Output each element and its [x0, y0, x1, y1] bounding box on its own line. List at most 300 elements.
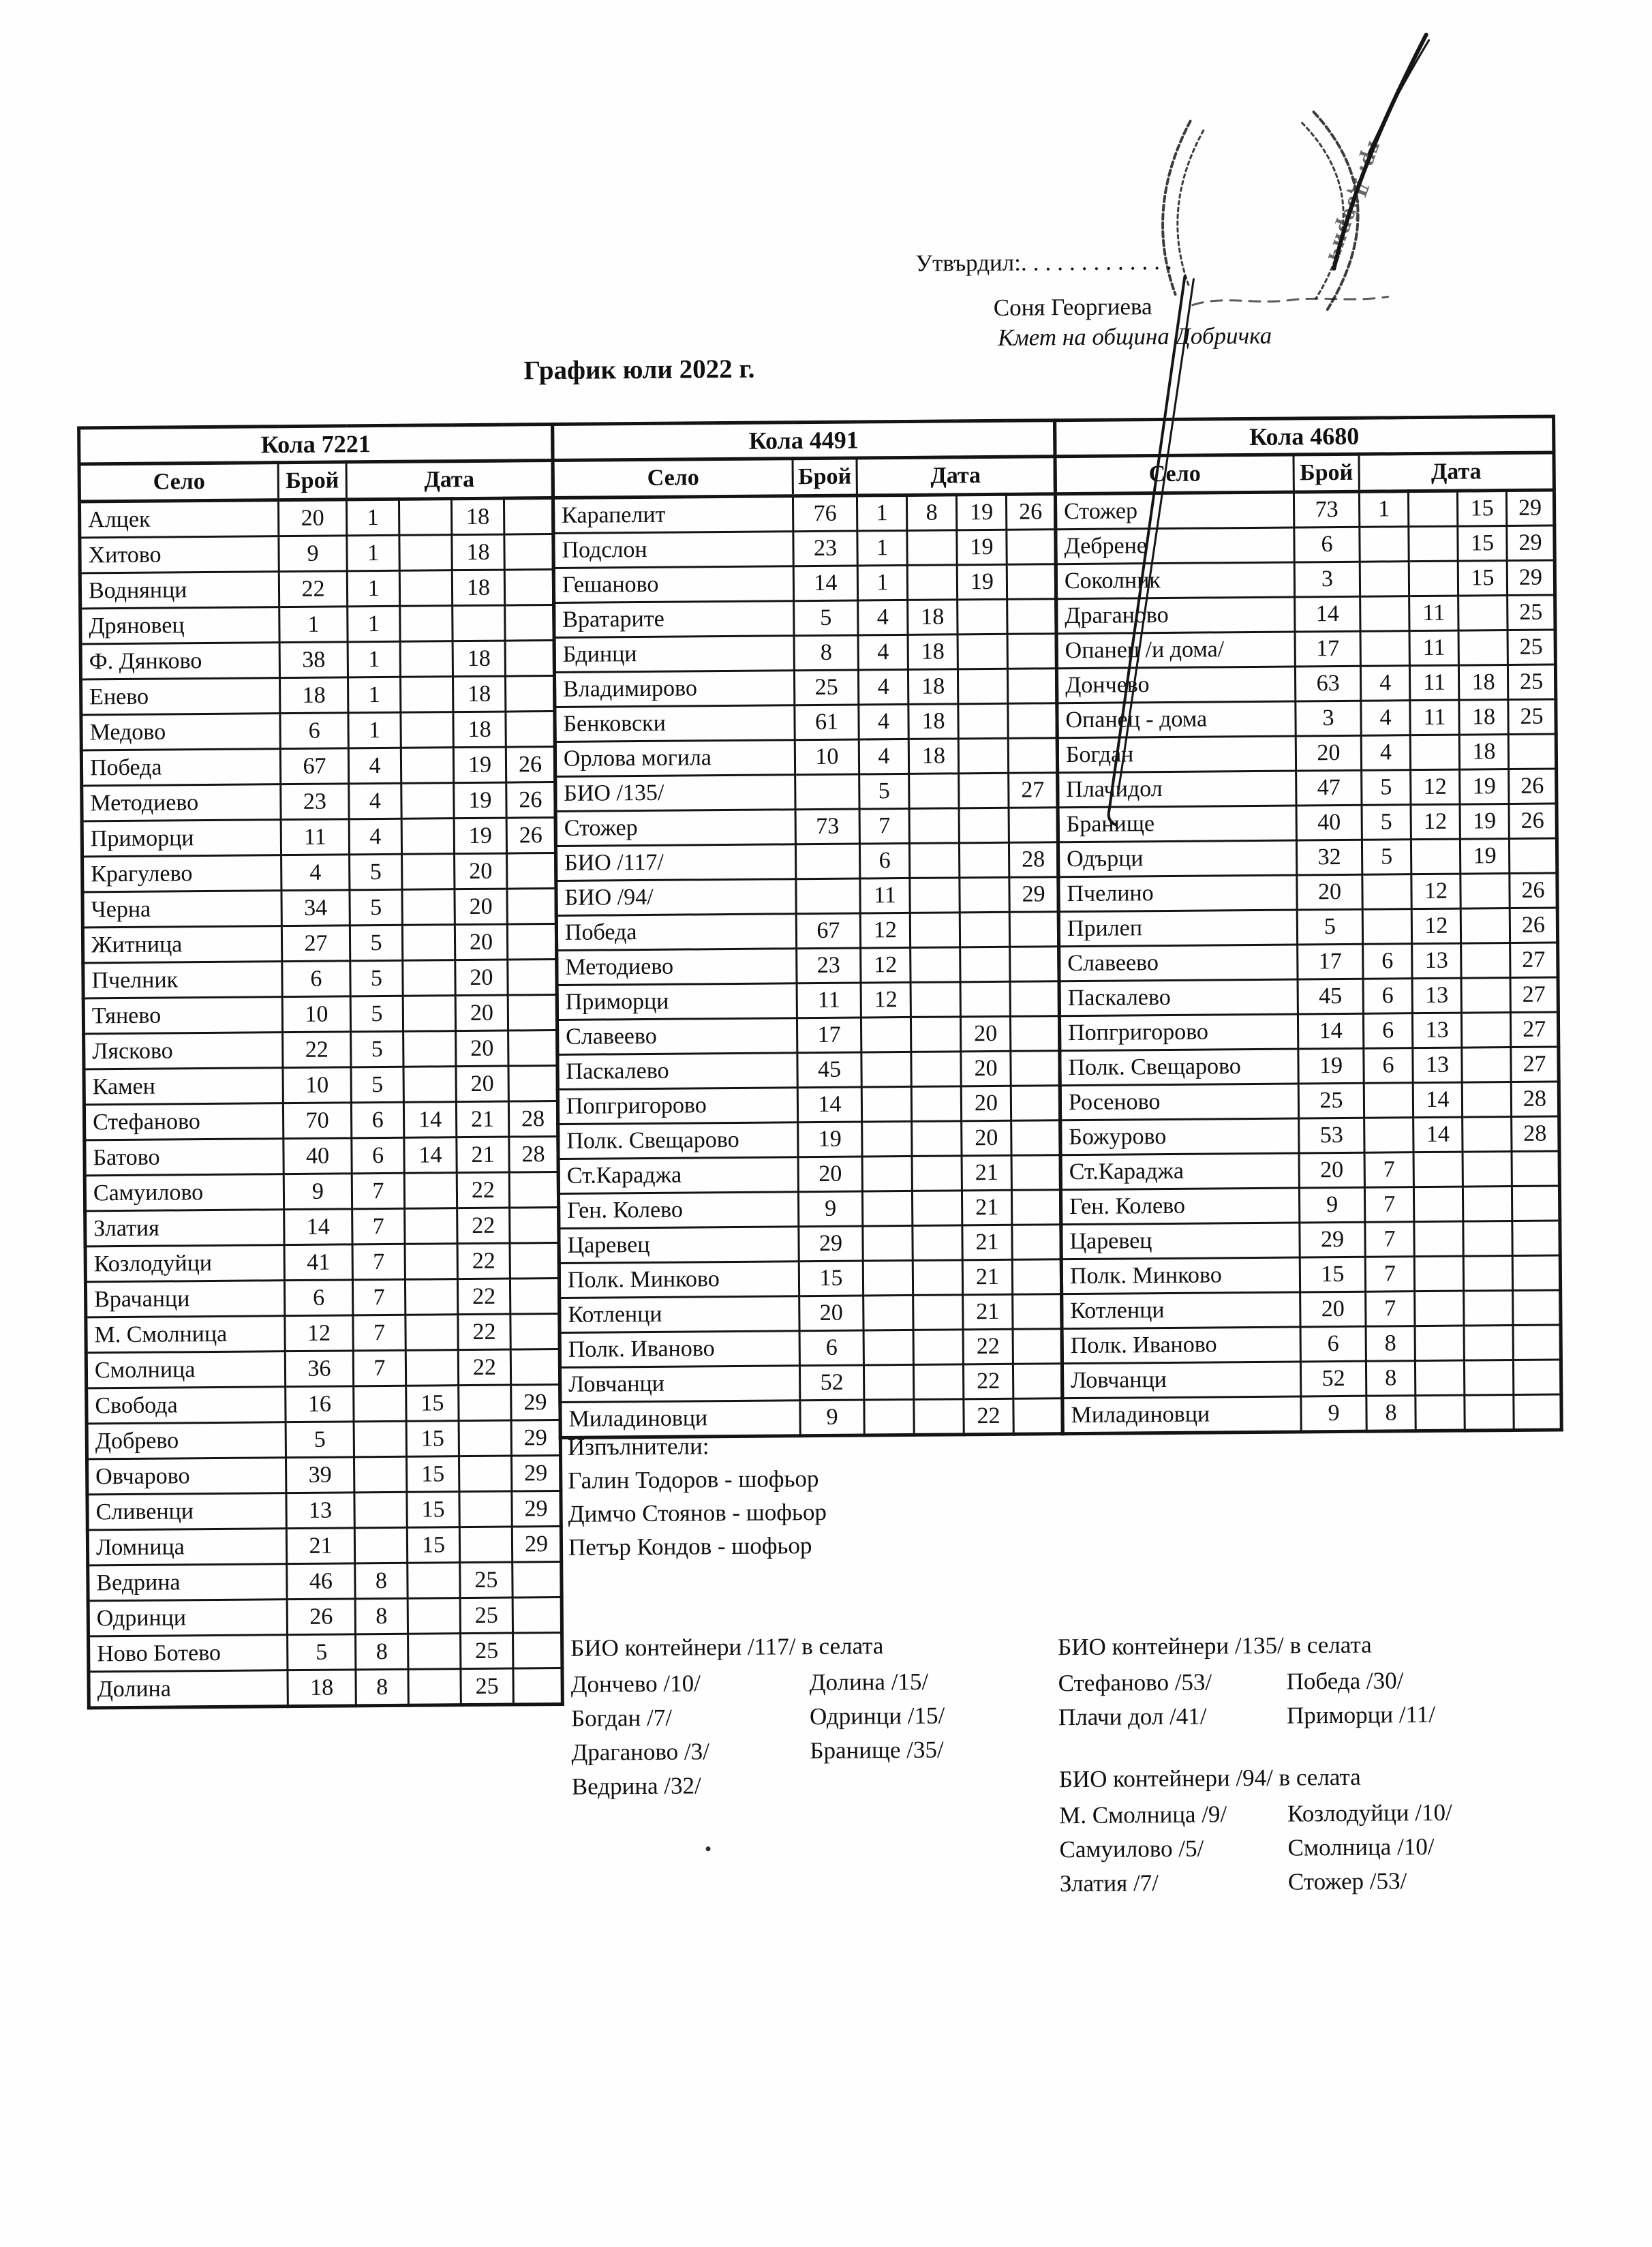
date-cell [913, 1295, 963, 1330]
date-cell [408, 1563, 460, 1599]
village-cell: Методиево [82, 784, 281, 821]
village-cell: Енево [81, 678, 280, 715]
date-cell [509, 1172, 558, 1208]
bio-entry: Драганово /3/ [571, 1738, 710, 1766]
table-row [556, 877, 1058, 916]
date-cell [505, 605, 554, 641]
bio-section-body [1059, 1795, 1516, 1901]
date-cell: 7 [1364, 1152, 1413, 1188]
date-cell [958, 703, 1008, 739]
date-cell: 27 [1511, 1047, 1559, 1082]
date-cell: 13 [1412, 978, 1461, 1013]
table-row [1056, 664, 1555, 703]
date-cell [453, 605, 505, 641]
bio-section-135 [1058, 1625, 1515, 1734]
table-row [83, 995, 557, 1034]
date-cell [510, 1242, 559, 1279]
village-cell: Царевец [1061, 1223, 1300, 1259]
date-cell [1463, 1117, 1512, 1152]
date-cell [459, 1385, 511, 1421]
drivers-list [568, 1462, 827, 1564]
date-cell [1414, 1256, 1463, 1291]
count-cell: 5 [286, 1422, 354, 1458]
date-cell [1415, 1360, 1464, 1396]
count-cell: 38 [279, 642, 348, 678]
count-cell: 17 [1295, 631, 1360, 667]
table-column-header [1055, 453, 1554, 494]
date-cell [1009, 808, 1058, 843]
date-cell [907, 530, 957, 566]
date-cell [960, 981, 1010, 1017]
date-cell [862, 1156, 912, 1191]
bio-entry: Победа /30/ [1286, 1667, 1404, 1695]
village-cell: Одринци [88, 1600, 287, 1636]
date-cell [504, 534, 553, 570]
date-cell: 26 [1509, 769, 1557, 804]
count-cell: 15 [799, 1261, 863, 1296]
date-cell: 27 [1510, 943, 1558, 978]
date-cell: 26 [1006, 494, 1055, 530]
date-cell [403, 1031, 456, 1067]
date-cell: 6 [352, 1137, 404, 1174]
date-cell: 29 [1506, 490, 1554, 526]
village-cell: Козлодуйци [85, 1245, 284, 1282]
car-label: Кола 4491 [553, 421, 1055, 461]
date-cell [1008, 703, 1057, 739]
date-cell: 22 [458, 1314, 510, 1350]
count-cell: 10 [795, 739, 859, 775]
village-cell: Прилеп [1058, 910, 1297, 947]
date-cell: 25 [461, 1668, 513, 1705]
village-cell: Опанец /и дома/ [1056, 632, 1295, 669]
table-row [554, 669, 1056, 707]
count-cell: 19 [798, 1122, 862, 1157]
bio-entry: М. Смолница /9/ [1058, 1801, 1227, 1829]
date-cell [1461, 1013, 1510, 1048]
table-row [557, 947, 1059, 985]
table-row [1057, 734, 1556, 773]
village-cell: Славеево [1059, 945, 1298, 981]
village-cell: Полк. Свещарово [558, 1122, 798, 1159]
date-cell: 6 [351, 1102, 403, 1138]
village-cell: Миладиновци [560, 1401, 800, 1438]
village-cell: Полк. Иваново [1062, 1327, 1300, 1364]
bio-entry: Ведрина /32/ [571, 1772, 701, 1800]
date-cell [1364, 1083, 1413, 1118]
column-header-village: Село [79, 463, 278, 502]
date-cell: 13 [1412, 943, 1461, 979]
village-cell: Ловчанци [1062, 1362, 1300, 1398]
date-cell: 21 [962, 1155, 1011, 1191]
approver-title: Кмет на община Добричка [997, 322, 1272, 351]
village-cell: Плачидол [1058, 771, 1296, 808]
date-cell [863, 1330, 913, 1365]
date-cell: 6 [1364, 1048, 1413, 1084]
table-row [557, 981, 1059, 1020]
date-cell: 26 [506, 747, 555, 783]
count-cell: 32 [1296, 840, 1362, 875]
date-cell: 22 [963, 1329, 1013, 1364]
date-cell [510, 1207, 559, 1243]
date-cell [863, 1260, 913, 1296]
car-label: Кола 7221 [79, 425, 553, 464]
village-cell: Владимирово [554, 671, 794, 707]
table-row [80, 534, 553, 573]
date-cell: 4 [858, 600, 908, 635]
table-row [82, 818, 555, 857]
date-cell [402, 854, 455, 890]
count-cell: 20 [1300, 1291, 1366, 1327]
date-cell [1007, 634, 1056, 669]
count-cell: 11 [797, 983, 861, 1018]
date-cell [863, 1295, 913, 1330]
date-cell: 21 [457, 1137, 509, 1173]
date-cell: 5 [1362, 805, 1411, 840]
count-cell: 9 [800, 1400, 864, 1436]
schedule-table-kola-7221 [77, 423, 564, 1709]
date-cell: 22 [457, 1208, 510, 1244]
table-row [1062, 1360, 1561, 1398]
date-cell: 20 [455, 924, 507, 960]
village-cell: Одърци [1058, 840, 1296, 877]
village-cell: Победа [556, 914, 796, 951]
table-row [85, 1278, 559, 1317]
date-cell [861, 1086, 911, 1122]
bio-entry: Дончево /10/ [570, 1670, 701, 1698]
count-cell: 67 [280, 748, 348, 784]
date-cell [510, 1349, 560, 1385]
table-row [1058, 873, 1557, 912]
date-cell: 22 [457, 1172, 509, 1208]
village-cell: Ст.Караджа [558, 1157, 798, 1194]
village-cell: Дончево [1056, 667, 1295, 703]
date-cell: 27 [1009, 773, 1058, 808]
count-cell: 17 [1298, 944, 1363, 979]
date-cell: 29 [511, 1420, 560, 1456]
date-cell [354, 1421, 406, 1457]
village-cell: М. Смолница [86, 1316, 285, 1353]
village-cell: Тянево [83, 997, 282, 1034]
date-cell: 6 [1363, 944, 1412, 979]
driver-name: Галин Тодоров - шофьор [568, 1465, 819, 1494]
bio-section-title: БИО контейнери /135/ в селата [1058, 1631, 1372, 1661]
date-cell [508, 1066, 557, 1102]
date-cell [504, 570, 553, 606]
count-cell: 18 [280, 677, 348, 714]
date-cell: 5 [1362, 840, 1411, 875]
date-cell [909, 808, 959, 844]
date-cell [1362, 874, 1411, 910]
count-cell: 45 [1298, 979, 1363, 1014]
date-cell: 4 [349, 819, 401, 855]
date-cell: 18 [453, 641, 505, 677]
table-row [1058, 838, 1557, 877]
date-cell [508, 960, 557, 996]
driver-name: Петър Кондов - шофьор [568, 1532, 812, 1561]
date-cell [861, 1052, 911, 1087]
village-cell: Медово [81, 714, 280, 750]
column-header-count: Брой [1294, 454, 1359, 492]
date-cell: 11 [1410, 700, 1459, 735]
date-cell: 7 [352, 1279, 405, 1315]
village-cell: БИО /94/ [556, 879, 796, 916]
date-cell: 5 [351, 1067, 403, 1103]
count-cell: 8 [794, 635, 858, 671]
date-cell: 15 [407, 1492, 459, 1528]
village-cell: Миладиновци [1062, 1396, 1301, 1434]
village-cell: Златия [85, 1210, 284, 1247]
table-row [558, 1120, 1060, 1159]
executors-heading: Изпълнители: [567, 1433, 709, 1461]
date-cell [1512, 1221, 1560, 1256]
count-cell: 47 [1296, 770, 1362, 806]
count-cell: 23 [281, 784, 349, 820]
date-cell: 21 [962, 1259, 1012, 1295]
village-cell: Смолница [86, 1351, 285, 1388]
table-row [1059, 977, 1558, 1016]
table-row [84, 1066, 557, 1105]
village-cell: Самуилово [85, 1174, 284, 1211]
count-cell: 53 [1299, 1118, 1364, 1153]
date-cell: 29 [512, 1526, 561, 1562]
date-cell [1512, 1151, 1559, 1187]
count-cell: 23 [793, 531, 857, 566]
date-cell: 20 [455, 853, 507, 889]
bio-entry: Козлодуйци /10/ [1287, 1799, 1452, 1827]
date-cell: 1 [857, 530, 907, 566]
date-cell [1461, 978, 1510, 1013]
date-cell [958, 634, 1007, 669]
date-cell [508, 995, 557, 1031]
date-cell [1011, 1051, 1060, 1086]
date-cell: 7 [1365, 1222, 1414, 1257]
village-cell: Стефаново [84, 1103, 283, 1140]
date-cell [1463, 1187, 1512, 1222]
date-cell [508, 1030, 557, 1067]
date-cell [513, 1632, 562, 1668]
table-row [1061, 1221, 1560, 1259]
table-row [553, 530, 1056, 568]
date-cell [1011, 1086, 1060, 1121]
village-cell: Хитово [80, 536, 279, 573]
village-cell: Батово [85, 1139, 284, 1176]
count-cell: 19 [1298, 1048, 1364, 1084]
date-cell: 7 [353, 1350, 406, 1386]
count-cell: 16 [286, 1386, 354, 1422]
date-cell [1408, 491, 1457, 527]
date-cell [1465, 1394, 1514, 1431]
date-cell: 19 [1460, 839, 1509, 874]
table-row [557, 1016, 1059, 1055]
table-row [555, 773, 1058, 812]
table-column-header [553, 457, 1055, 498]
date-cell: 15 [1457, 491, 1506, 527]
date-cell [958, 738, 1008, 774]
date-cell: 25 [461, 1633, 513, 1669]
table-row [558, 1190, 1060, 1229]
date-cell: 4 [859, 739, 908, 774]
date-cell: 28 [1009, 842, 1058, 878]
date-cell: 28 [1511, 1082, 1559, 1117]
table-row [81, 676, 555, 715]
date-cell [1512, 1255, 1560, 1291]
table-row [554, 634, 1056, 673]
date-cell: 6 [859, 843, 909, 878]
date-cell [1012, 1259, 1061, 1295]
date-cell [403, 960, 455, 996]
date-cell: 19 [454, 782, 506, 819]
bio-entry-row [1058, 1663, 1514, 1700]
date-cell [911, 1052, 961, 1087]
date-cell [404, 1173, 457, 1209]
table-row [1058, 908, 1557, 947]
date-cell: 14 [1413, 1117, 1463, 1152]
date-cell [1464, 1291, 1513, 1326]
count-cell: 40 [284, 1138, 352, 1174]
date-cell: 8 [356, 1669, 408, 1706]
date-cell: 1 [347, 570, 399, 607]
village-cell: Божурово [1060, 1118, 1299, 1155]
date-cell [910, 878, 960, 913]
date-cell: 29 [512, 1491, 561, 1527]
date-cell [1460, 874, 1510, 909]
bio-entry: Долина /15/ [809, 1668, 929, 1696]
count-cell: 25 [794, 670, 858, 705]
table-row [1060, 1151, 1559, 1190]
table-row [1056, 595, 1555, 634]
date-cell [1013, 1294, 1062, 1330]
table-row [557, 1051, 1060, 1090]
table-row [82, 853, 556, 892]
table-row [87, 1526, 561, 1565]
table-row [1056, 525, 1555, 564]
count-cell: 14 [1298, 1013, 1363, 1049]
village-cell: Попгригорово [1059, 1014, 1298, 1051]
table-row [560, 1329, 1062, 1368]
date-cell [1360, 596, 1409, 632]
approved-label: Утвърдил: [915, 249, 1022, 277]
table-row [1062, 1325, 1561, 1364]
date-cell [911, 947, 960, 983]
date-cell [1413, 1152, 1463, 1187]
date-cell: 20 [961, 1086, 1011, 1121]
date-cell [401, 783, 454, 819]
village-cell: Богдан [1057, 736, 1296, 773]
date-cell: 7 [859, 808, 909, 844]
date-cell: 4 [859, 704, 908, 739]
count-cell: 4 [281, 855, 350, 891]
village-cell: Воднянци [80, 572, 279, 609]
count-cell: 6 [284, 1280, 352, 1316]
date-cell: 5 [1362, 770, 1411, 806]
date-cell: 29 [1009, 877, 1058, 913]
date-cell: 15 [406, 1386, 459, 1422]
date-cell: 19 [956, 494, 1006, 530]
count-cell: 1 [279, 607, 348, 643]
count-cell: 20 [1296, 735, 1361, 771]
count-cell: 13 [286, 1493, 354, 1529]
count-cell: 9 [1299, 1187, 1364, 1223]
count-cell: 52 [799, 1365, 863, 1401]
date-cell [399, 535, 452, 571]
date-cell [1409, 526, 1458, 562]
table-row [84, 1101, 557, 1140]
count-cell: 61 [795, 705, 859, 740]
date-cell [864, 1399, 914, 1435]
date-cell [1415, 1291, 1464, 1326]
count-cell: 25 [1298, 1083, 1364, 1118]
date-cell: 18 [908, 635, 958, 670]
village-cell: Врачанци [85, 1281, 284, 1317]
date-cell: 11 [860, 878, 910, 913]
date-cell: 27 [1510, 1012, 1558, 1048]
bio-entry: Плачи дол /41/ [1058, 1702, 1207, 1731]
count-cell: 6 [1294, 527, 1360, 562]
table-car-header [1055, 416, 1554, 457]
date-cell [911, 1017, 960, 1052]
date-cell: 29 [1507, 525, 1555, 561]
date-cell: 12 [860, 913, 910, 948]
count-cell [795, 844, 859, 879]
count-cell: 73 [1294, 491, 1359, 528]
table-row [85, 1207, 559, 1246]
bio-entry-row [1058, 1697, 1515, 1734]
date-cell: 18 [1459, 735, 1508, 770]
bio-entry-row [1059, 1829, 1516, 1867]
table-row [553, 564, 1056, 603]
date-cell [1360, 562, 1409, 597]
date-cell: 5 [350, 889, 402, 926]
village-cell: Полк. Иваново [560, 1331, 799, 1368]
date-cell [1008, 738, 1057, 774]
table-row [555, 808, 1058, 846]
village-cell: Паскалево [557, 1053, 797, 1090]
village-cell: Крагулево [82, 855, 281, 892]
count-cell: 9 [1301, 1396, 1366, 1432]
date-cell: 15 [1458, 561, 1507, 596]
date-cell [354, 1386, 406, 1422]
village-cell: Полк. Свещарово [1060, 1049, 1298, 1086]
date-cell [1411, 839, 1460, 874]
bio-section-title: БИО контейнери /117/ в селата [570, 1632, 884, 1662]
table-row [87, 1420, 560, 1458]
bio-section-117 [570, 1625, 1049, 1803]
table-row [83, 960, 557, 998]
date-cell: 8 [355, 1563, 408, 1599]
date-cell [354, 1492, 407, 1528]
date-cell [1010, 1016, 1059, 1052]
date-cell: 27 [1510, 977, 1558, 1013]
village-cell: Драганово [1056, 597, 1295, 634]
date-cell [914, 1399, 964, 1435]
date-cell: 21 [962, 1190, 1011, 1225]
date-cell: 15 [1458, 526, 1507, 562]
date-cell: 25 [460, 1598, 513, 1634]
date-cell [406, 1315, 458, 1351]
date-cell [354, 1456, 406, 1493]
date-cell: 4 [348, 748, 401, 784]
date-cell: 4 [858, 635, 908, 670]
count-cell: 6 [280, 713, 348, 749]
village-cell: Росеново [1060, 1084, 1298, 1120]
date-cell: 7 [1365, 1257, 1414, 1292]
date-cell [401, 677, 453, 713]
table-row [1062, 1290, 1561, 1329]
date-cell: 11 [1409, 630, 1458, 666]
count-cell: 46 [287, 1563, 355, 1600]
date-cell [506, 712, 555, 748]
village-cell: Победа [81, 749, 280, 786]
